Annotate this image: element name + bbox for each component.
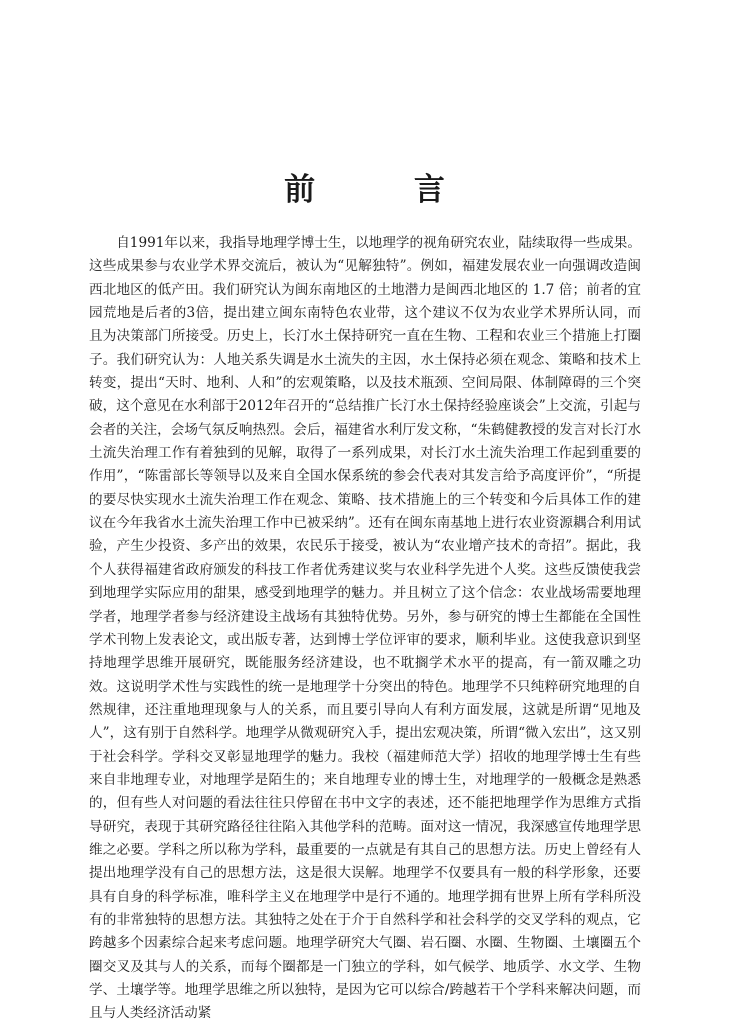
preface-paragraph: 自1991年以来，我指导地理学博士生，以地理学的视角研究农业，陆续取得一些成果。这些成果参与农业学术界交流后，被认为“见解独特”。例如，福建发展农业一向强调改造闽西北地区的低产田。我们研究认为闽东南地区的土地潜力是闽西北地区的 1.7 倍；前者的宜园荒地是后者的3倍，提出建立闽东南特色农业带，这个建议不仅为农业学术界所认同，而且为决策部门所接受。历史上，长汀水土保持研究一直在生物、工程和农业三个措施上打圈子。我们研究认为：人地关系失调是水土流失的主因，水土保持必须在观念、策略和技术上转变，提出“天时、地利、人和”的宏观策略，以及技术瓶颈、空间局限、体制障碍的三个突破，这个意见在水利部于2012年召开的“总结推广长汀水土保持经验座谈会”上交流，引起与会者的关注，会场气氛反响热烈。会后，福建省水利厅发文称，“朱鹤健教授的发言对长汀水土流失治理工作有着独到的见解，取得了一系列成果，对长汀水土流失治理工作起到重要的作用”，“陈雷部长等领导以及来自全国水保系统的参会代表对其发言给予高度评价”，“所提的要尽快实现水土流失治理工作在观念、策略、技术措施上的三个转变和今后具体工作的建议在今年我省水土流失治理工作中已被采纳”。还有在闽东南基地上进行农业资源耦合利用试验，产生少投资、多产出的效果，农民乐于接受，被认为“农业增产技术的奇招”。据此，我个人获得福建省政府颁发的科技工作者优秀建议奖与农业科学先进个人奖。这些反馈使我尝到地理学实际应用的甜果，感受到地理学的魅力。并且树立了这个信念：农业战场需要地理学者，地理学者参与经济建设主战场有其独特优势。另外，参与研究的博士生都能在全国性学术刊物上发表论文，或出版专著，达到博士学位评审的要求，顺利毕业。这使我意识到坚持地理学思维开展研究，既能服务经济建设，也不耽搁学术水平的提高，有一箭双雕之功效。这说明学术性与实践性的统一是地理学十分突出的特色。地理学不只纯粹研究地理的自然规律，还注重地理现象与人的关系，而且要引导向人有利方面发展，这就是所谓“见地及人”，这有别于自然科学。地理学从微观研究入手，提出宏观决策，所谓“微入宏出”，这又别于社会科学。学科交叉彰显地理学的魅力。我校（福建师范大学）招收的地理学博士生有些来自非地理专业，对地理学是陌生的；来自地理专业的博士生，对地理学的一般概念是熟悉的，但有些人对问题的看法往往只停留在书中文字的表述，还不能把地理学作为思维方式指导研究，表现于其研究路径往往陷入其他学科的范畴。面对这一情况，我深感宣传地理学思维之必要。学科之所以称为学科，最重要的一点就是有其自己的思想方法。历史上曾经有人提出地理学没有自己的思想方法，这是很大误解。地理学不仅要具有一般的科学形象，还要具有自身的科学标准，唯科学主义在地理学中是行不通的。地理学拥有世界上所有学科所没有的非常独特的思想方法。其独特之处在于介于自然科学和社会科学的交叉学科的观点，它跨越多个因素综合起来考虑问题。地理学研究大气圈、岩石圈、水圈、生物圈、土壤圈五个圈交叉及其与人的关系，而每个圈都是一门独立的学科，如气候学、地质学、水文学、生物学、土壤学等。地理学思维之所以独特，是因为它可以综合/跨越若干个学科来解决问题，而且与人类经济活动紧 [89, 235, 641, 1022]
page-title: 前 言 [284, 172, 489, 208]
